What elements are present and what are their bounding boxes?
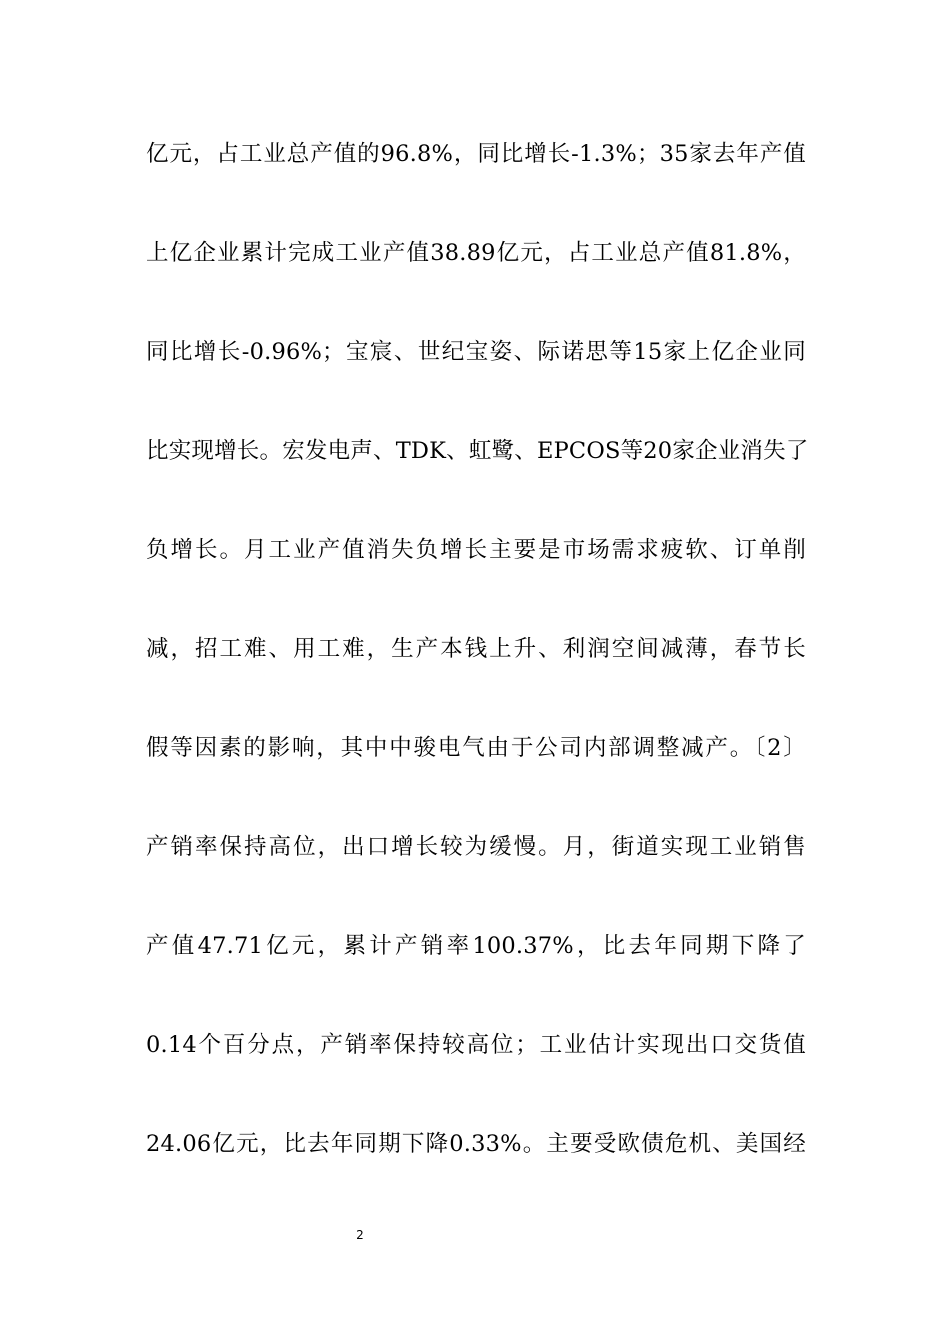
text-line: 产值47.71亿元，累计产销率100.37%，比去年同期下降了 bbox=[146, 933, 806, 959]
document-body bbox=[146, 133, 809, 1222]
text-line: 负增长。月工业产值消失负增长主要是市场需求疲软、订单削 bbox=[146, 537, 806, 563]
text-line: 比实现增长。宏发电声、TDK、虹鹭、EPCOS等20家企业消失了 bbox=[146, 438, 809, 464]
text-line: 假等因素的影响，其中中骏电气由于公司内部调整减产。〔2〕 bbox=[146, 735, 806, 761]
text-line: 减，招工难、用工难，生产本钱上升、利润空间减薄，春节长 bbox=[146, 636, 806, 662]
text-line: 产销率保持高位，出口增长较为缓慢。月，街道实现工业销售 bbox=[146, 834, 806, 860]
text-line: 亿元，占工业总产值的96.8%，同比增长-1.3%；35家去年产值 bbox=[146, 141, 806, 167]
text-line: 同比增长-0.96%；宝宸、世纪宝姿、际诺思等15家上亿企业同 bbox=[146, 339, 806, 365]
page-number: 2 bbox=[356, 1228, 364, 1242]
text-line: 24.06亿元，比去年同期下降0.33%。主要受欧债危机、美国经 bbox=[146, 1131, 806, 1157]
text-line: 0.14个百分点，产销率保持较高位；工业估计实现出口交货值 bbox=[146, 1032, 806, 1058]
text-line: 上亿企业累计完成工业产值38.89亿元，占工业总产值81.8%， bbox=[146, 240, 806, 266]
